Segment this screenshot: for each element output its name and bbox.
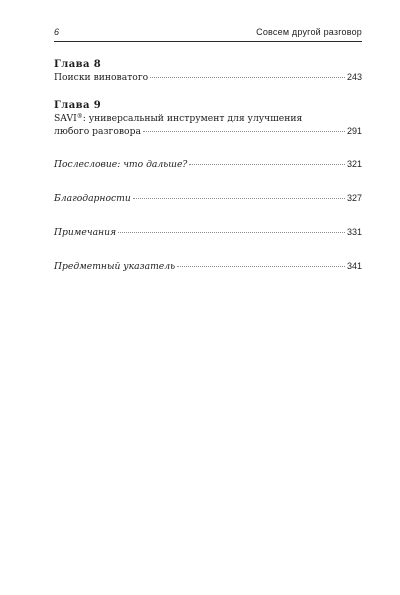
book-title: Совсем другой разговор <box>256 27 362 37</box>
page-number: 6 <box>54 27 60 37</box>
chapter-8-page: 243 <box>346 72 362 82</box>
index-title: Предметный указатель <box>54 261 176 272</box>
registered-mark: ® <box>76 113 83 120</box>
index-page: 341 <box>346 261 362 271</box>
notes-page: 331 <box>346 227 362 237</box>
dot-leader <box>118 231 345 233</box>
toc-entry-afterword[interactable] <box>54 158 362 171</box>
chapter-9-heading: Глава 9 <box>54 100 102 111</box>
toc-entry-chapter-9[interactable] <box>54 125 362 138</box>
afterword-page: 321 <box>346 159 362 169</box>
chapter-9-page: 291 <box>346 126 362 136</box>
chapter-9-title-rest: : универсальный инструмент для улучшения <box>82 113 303 124</box>
dot-leader <box>189 163 345 165</box>
dot-leader <box>143 130 345 132</box>
toc-chapter-9 <box>54 99 362 138</box>
chapter-9-title-savi: SAVI <box>54 113 77 124</box>
toc-entry-chapter-8[interactable] <box>54 71 362 84</box>
chapter-8-title: Поиски виноватого <box>54 72 149 83</box>
toc-entry-acknowledgements[interactable] <box>54 192 362 205</box>
table-of-contents <box>54 58 362 273</box>
toc-entry-notes[interactable] <box>54 226 362 239</box>
acknowledgements-title: Благодарности <box>54 193 131 204</box>
chapter-9-title-line-1 <box>54 112 362 125</box>
dot-leader <box>133 197 345 199</box>
toc-chapter-8 <box>54 58 362 84</box>
running-head <box>54 27 362 42</box>
dot-leader <box>150 76 345 78</box>
chapter-8-heading: Глава 8 <box>54 59 102 70</box>
acknowledgements-page: 327 <box>346 193 362 203</box>
dot-leader <box>177 265 345 267</box>
toc-entry-index[interactable] <box>54 260 362 273</box>
chapter-9-title-line-2: любого разговора <box>54 126 141 137</box>
afterword-title: Послесловие: что дальше? <box>54 159 188 170</box>
notes-title: Примечания <box>54 227 117 238</box>
